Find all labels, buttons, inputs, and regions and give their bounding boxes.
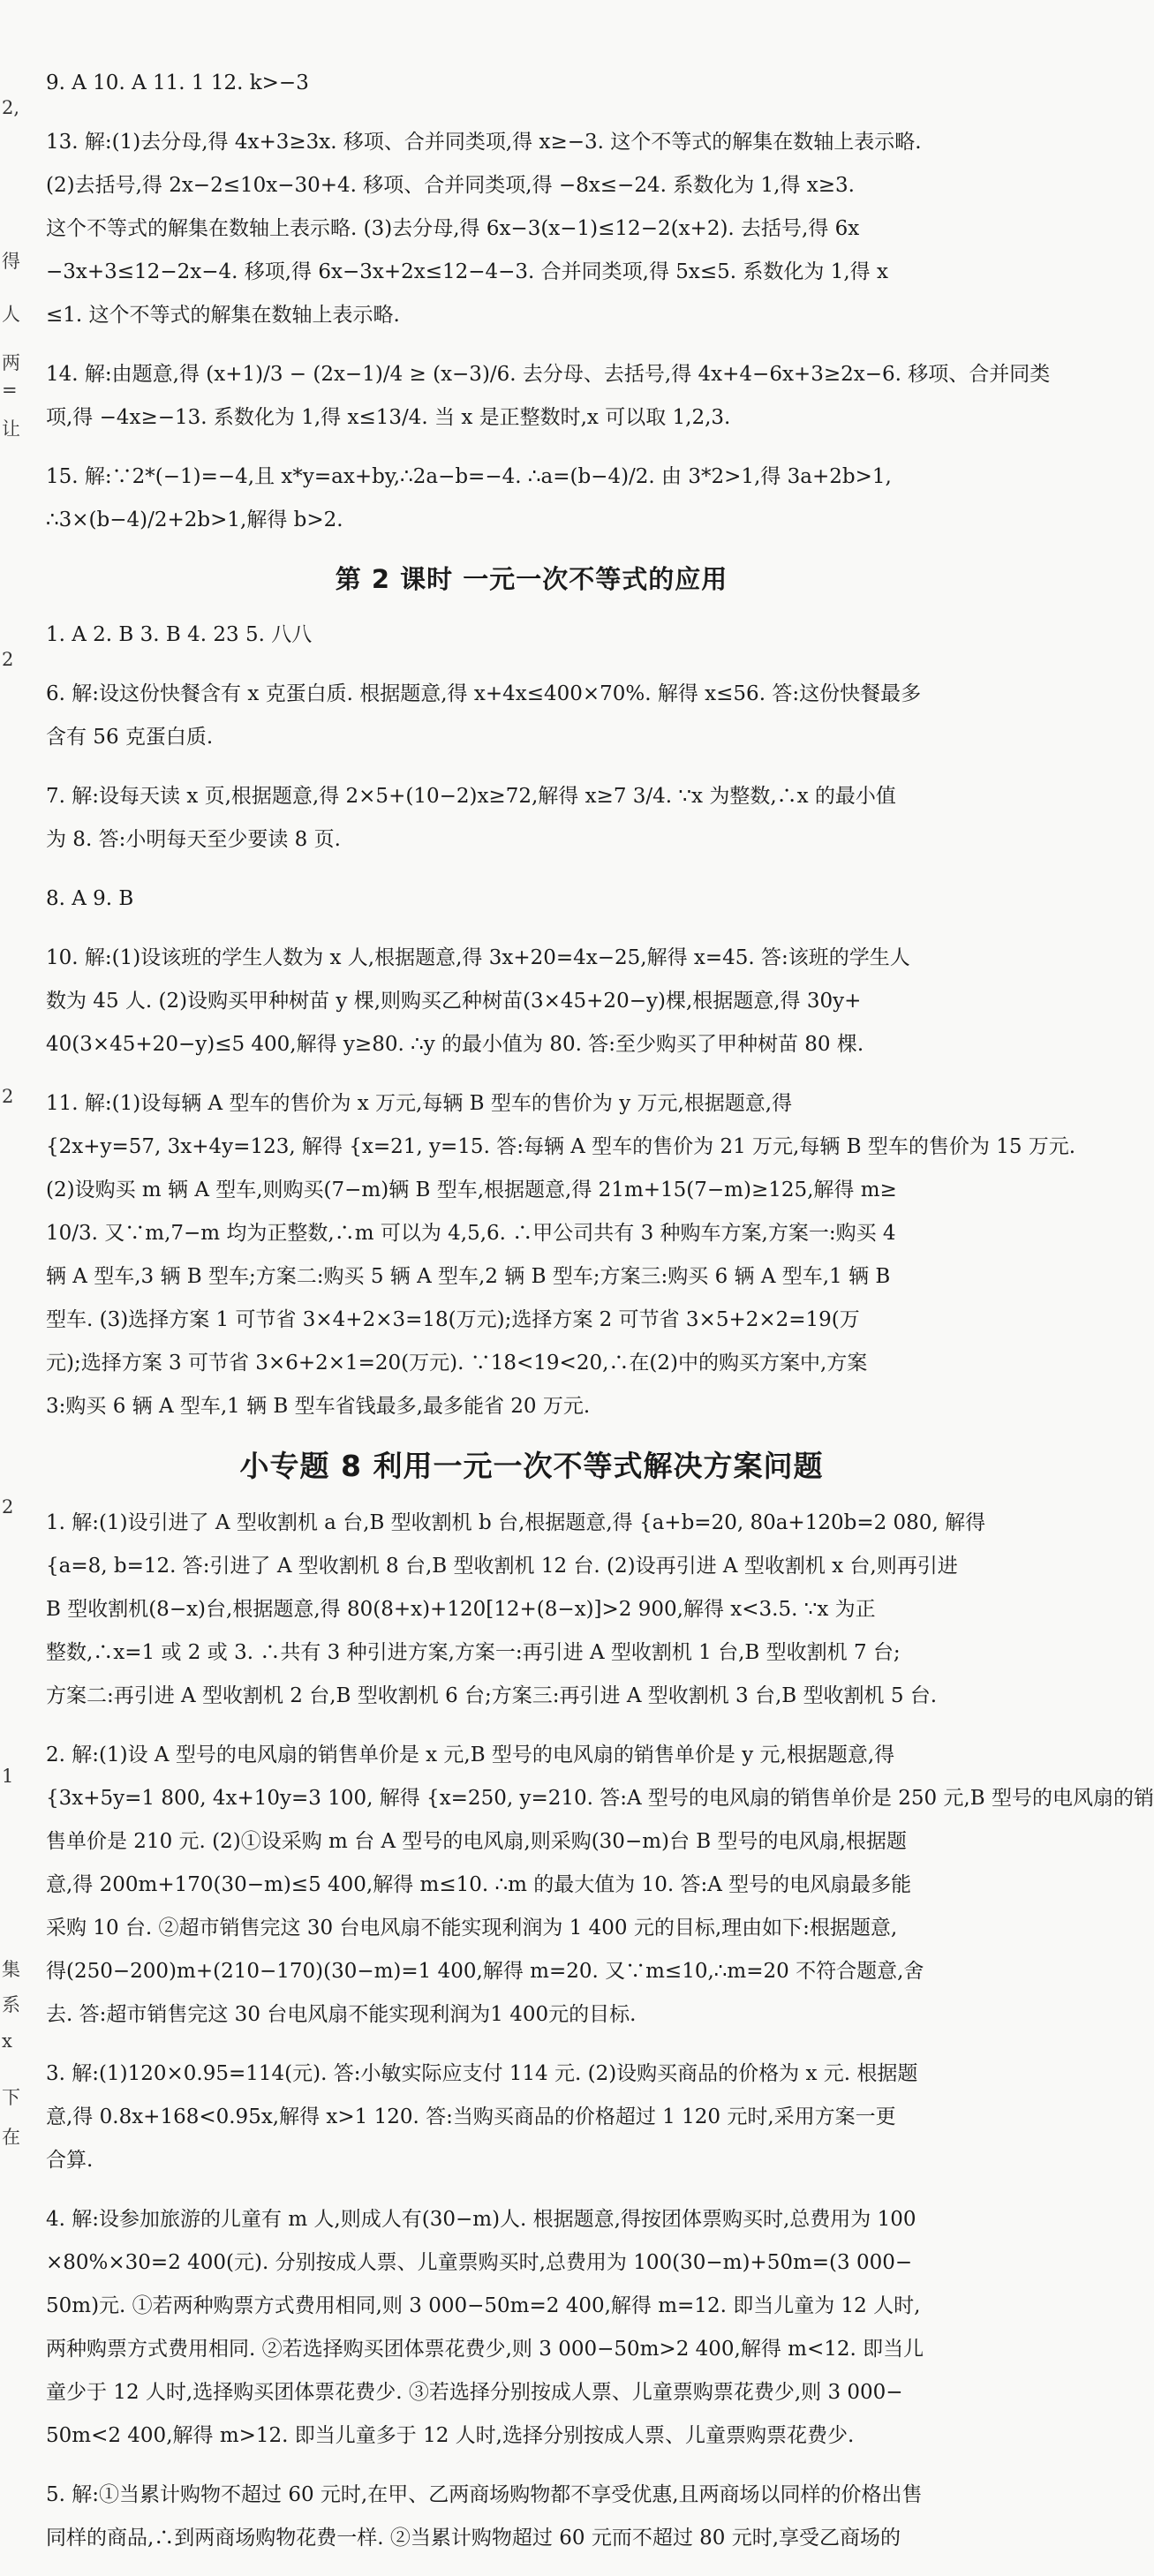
answer-line: ≤1. 这个不等式的解集在数轴上表示略. xyxy=(46,304,400,327)
answer-line: ∴3×(b−4)/2+2b>1,解得 b>2. xyxy=(46,508,343,531)
answer-item xyxy=(46,775,1017,862)
answer-line: ×80%×30=2 400(元). 分别按成人票、儿童票购买时,总费用为 100(30−m)+50m=(3 000− xyxy=(46,2251,913,2274)
margin-fragment: 2 xyxy=(2,1496,14,1518)
answer-line: 9. A 10. A 11. 1 12. k>−3 xyxy=(46,72,309,94)
margin-fragment: 系 xyxy=(2,1994,20,2015)
answer-line: 含有 56 克蛋白质. xyxy=(46,726,214,749)
answer-line: 3:购买 6 辆 A 型车,1 辆 B 型车省钱最多,最多能省 20 万元. xyxy=(46,1395,591,1418)
answer-line: 这个不等式的解集在数轴上表示略. (3)去分母,得 6x−3(x−1)≤12−2(x+2). 去括号,得 6x xyxy=(46,217,860,240)
answer-item xyxy=(46,877,1017,921)
answer-line: 10. 解:(1)设该班的学生人数为 x 人,根据题意,得 3x+20=4x−25,解得 x=45. 答:该班的学生人 xyxy=(46,946,910,969)
answer-line: −3x+3≤12−2x−4. 移项,得 6x−3x+2x≤12−4−3. 合并同类项,得 5x≤5. 系数化为 1,得 x xyxy=(46,260,888,283)
answer-line: 50m<2 400,解得 m>12. 即当儿童多于 12 人时,选择分别按成人票、儿童票购票花费少. xyxy=(46,2424,855,2447)
answer-line: 意,得 200m+170(30−m)≤5 400,解得 m≤10. ∴m 的最大值为 10. 答:A 型号的电风扇最多能 xyxy=(46,1873,912,1896)
answer-line: 1. A 2. B 3. B 4. 23 5. 八八 xyxy=(46,623,313,646)
left-margin-fragments xyxy=(0,0,26,2251)
answer-line: 14. 解:由题意,得 (x+1)/3 − (2x−1)/4 ≥ (x−3)/6. 去分母、去括号,得 4x+4−6x+3≥2x−6. 移项、合并同类 xyxy=(46,363,1051,386)
answer-line: 型车. (3)选择方案 1 可节省 3×4+2×3=18(万元);选择方案 2 可节省 3×5+2×2=19(万 xyxy=(46,1308,860,1331)
answer-item xyxy=(46,1082,1076,1428)
answer-line: 项,得 −4x≥−13. 系数化为 1,得 x≤13/4. 当 x 是正整数时,x 可以取 1,2,3. xyxy=(46,406,731,429)
answer-line: 4. 解:设参加旅游的儿童有 m 人,则成人有(30−m)人. 根据题意,得按团体票购买时,总费用为 100 xyxy=(46,2208,916,2231)
answer-line: {3x+5y=1 800, 4x+10y=3 100, 解得 {x=250, y=210. 答:A 型号的电风扇的销售单价是 250 元,B 型号的电风扇的销 xyxy=(46,1787,1154,1810)
margin-fragment: 让 xyxy=(2,418,20,440)
margin-fragment: 1 xyxy=(2,1766,14,1787)
margin-fragment: 在 xyxy=(2,2127,20,2148)
answer-line: 得(250−200)m+(210−170)(30−m)=1 400,解得 m=20. 又∵m≤10,∴m=20 不符合题意,舍 xyxy=(46,1960,924,1983)
answer-line: 11. 解:(1)设每辆 A 型车的售价为 x 万元,每辆 B 型车的售价为 y 万元,根据题意,得 xyxy=(46,1092,793,1115)
margin-fragment: 2 xyxy=(2,649,14,670)
answer-line: 方案二:再引进 A 型收割机 2 台,B 型收割机 6 台;方案三:再引进 A 型收割机 3 台,B 型收割机 5 台. xyxy=(46,1684,938,1707)
answer-line: 数为 45 人. (2)设购买甲种树苗 y 棵,则购买乙种树苗(3×45+20−y)棵,根据题意,得 30y+ xyxy=(46,990,862,1013)
answer-line: 童少于 12 人时,选择购买团体票花费少. ③若选择分别按成人票、儿童票购票花费少,则 3 000− xyxy=(46,2381,903,2404)
section-title: 小专题 8 利用一元一次不等式解决方案问题 xyxy=(239,1449,824,1483)
answer-line: 元);选择方案 3 可节省 3×6+2×1=20(万元). ∵18<19<20,∴在(2)中的购买方案中,方案 xyxy=(46,1352,868,1375)
answer-item xyxy=(46,2198,1017,2458)
answer-line: (2)设购买 m 辆 A 型车,则购买(7−m)辆 B 型车,根据题意,得 21m+15(7−m)≥125,解得 m≥ xyxy=(46,1179,897,1201)
answer-line: 合算. xyxy=(46,2149,94,2172)
margin-fragment: 得 xyxy=(2,251,20,272)
answer-line: 两种购票方式费用相同. ②若选择购买团体票花费少,则 3 000−50m>2 400,解得 m<12. 即当儿 xyxy=(46,2338,924,2361)
answer-line: 50m)元. ①若两种购票方式费用相同,则 3 000−50m=2 400,解得 m=12. 即当儿童为 12 人时, xyxy=(46,2294,921,2317)
answer-page-content xyxy=(46,62,1154,2576)
answer-item xyxy=(46,2474,1017,2560)
answer-line: 7. 解:设每天读 x 页,根据题意,得 2×5+(10−2)x≥72,解得 x≥7 3/4. ∵x 为整数,∴x 的最小值 xyxy=(46,785,896,808)
answer-line: (2)去括号,得 2x−2≤10x−30+4. 移项、合并同类项,得 −8x≤−24. 系数化为 1,得 x≥3. xyxy=(46,174,855,197)
answer-line: 售单价是 210 元. (2)①设采购 m 台 A 型号的电风扇,则采购(30−m)台 B 型号的电风扇,根据题 xyxy=(46,1830,907,1853)
margin-fragment: 集 xyxy=(2,1959,20,1980)
answer-line: 13. 解:(1)去分母,得 4x+3≥3x. 移项、合并同类项,得 x≥−3. 这个不等式的解集在数轴上表示略. xyxy=(46,131,922,154)
answer-item xyxy=(46,353,1051,440)
answer-line: 40(3×45+20−y)≤5 400,解得 y≥80. ∴y 的最小值为 80. 答:至少购买了甲种树苗 80 棵. xyxy=(46,1033,864,1056)
answer-line: 同样的商品,∴到两商场购物花费一样. ②当累计购物超过 60 元而不超过 80 元时,享受乙商场的 xyxy=(46,2527,901,2550)
answer-line: {2x+y=57, 3x+4y=123, 解得 {x=21, y=15. 答:每辆 A 型车的售价为 21 万元,每辆 B 型车的售价为 15 万元. xyxy=(46,1135,1076,1158)
margin-fragment: 2, xyxy=(2,97,20,118)
answer-line: 15. 解:∵2*(−1)=−4,且 x*y=ax+by,∴2a−b=−4. ∴a=(b−4)/2. 由 3*2>1,得 3a+2b>1, xyxy=(46,465,892,488)
answer-item xyxy=(46,2053,1017,2182)
section-title: 第 2 课时 一元一次不等式的应用 xyxy=(335,564,728,594)
answer-line: 2. 解:(1)设 A 型号的电风扇的销售单价是 x 元,B 型号的电风扇的销售单价是 y 元,根据题意,得 xyxy=(46,1744,895,1766)
answer-line: 10/3. 又∵m,7−m 均为正整数,∴m 可以为 4,5,6. ∴甲公司共有 3 种购车方案,方案一:购买 4 xyxy=(46,1222,896,1245)
answer-line: 5. 解:①当累计购物不超过 60 元时,在甲、乙两商场购物都不享受优惠,且两商场以同样的价格出售 xyxy=(46,2483,923,2506)
answer-item xyxy=(46,673,1017,759)
answer-line: 辆 A 型车,3 辆 B 型车;方案二:购买 5 辆 A 型车,2 辆 B 型车;方案三:购买 6 辆 A 型车,1 辆 B xyxy=(46,1265,891,1288)
margin-fragment: 两 xyxy=(2,352,20,373)
answer-item xyxy=(46,1502,1017,1718)
answer-line: B 型收割机(8−x)台,根据题意,得 80(8+x)+120[12+(8−x)]>2 900,解得 x<3.5. ∵x 为正 xyxy=(46,1598,876,1621)
answer-item xyxy=(46,614,1017,657)
answer-line: 整数,∴x=1 或 2 或 3. ∴共有 3 种引进方案,方案一:再引进 A 型收割机 1 台,B 型收割机 7 台; xyxy=(46,1641,901,1664)
margin-fragment: x xyxy=(2,2030,12,2052)
answer-line: 意,得 0.8x+168<0.95x,解得 x>1 120. 答:当购买商品的价格超过 1 120 元时,采用方案一更 xyxy=(46,2105,896,2128)
answer-line: 8. A 9. B xyxy=(46,887,134,910)
answer-line: 采购 10 台. ②超市销售完这 30 台电风扇不能实现利润为 1 400 元的目标,理由如下:根据题意, xyxy=(46,1917,898,1940)
answer-item xyxy=(46,937,1017,1066)
answer-item xyxy=(46,62,1017,105)
margin-fragment: 人 xyxy=(2,304,20,325)
answer-line: {a=8, b=12. 答:引进了 A 型收割机 8 台,B 型收割机 12 台. (2)设再引进 A 型收割机 x 台,则再引进 xyxy=(46,1555,958,1578)
answer-item xyxy=(46,456,1017,542)
margin-fragment: 下 xyxy=(2,2087,20,2108)
answer-line: 为 8. 答:小明每天至少要读 8 页. xyxy=(46,828,341,851)
margin-fragment: = xyxy=(2,380,18,401)
margin-fragment: 2 xyxy=(2,1086,14,1107)
answer-item xyxy=(46,121,1017,337)
answer-line: 6. 解:设这份快餐含有 x 克蛋白质. 根据题意,得 x+4x≤400×70%. 解得 x≤56. 答:这份快餐最多 xyxy=(46,682,922,705)
answer-item xyxy=(46,1734,1154,2037)
answer-line: 3. 解:(1)120×0.95=114(元). 答:小敏实际应支付 114 元. (2)设购买商品的价格为 x 元. 根据题 xyxy=(46,2062,918,2085)
answer-line: 去. 答:超市销售完这 30 台电风扇不能实现利润为1 400元的目标. xyxy=(46,2003,637,2026)
answer-line: 1. 解:(1)设引进了 A 型收割机 a 台,B 型收割机 b 台,根据题意,得 {a+b=20, 80a+120b=2 080, 解得 xyxy=(46,1511,986,1534)
